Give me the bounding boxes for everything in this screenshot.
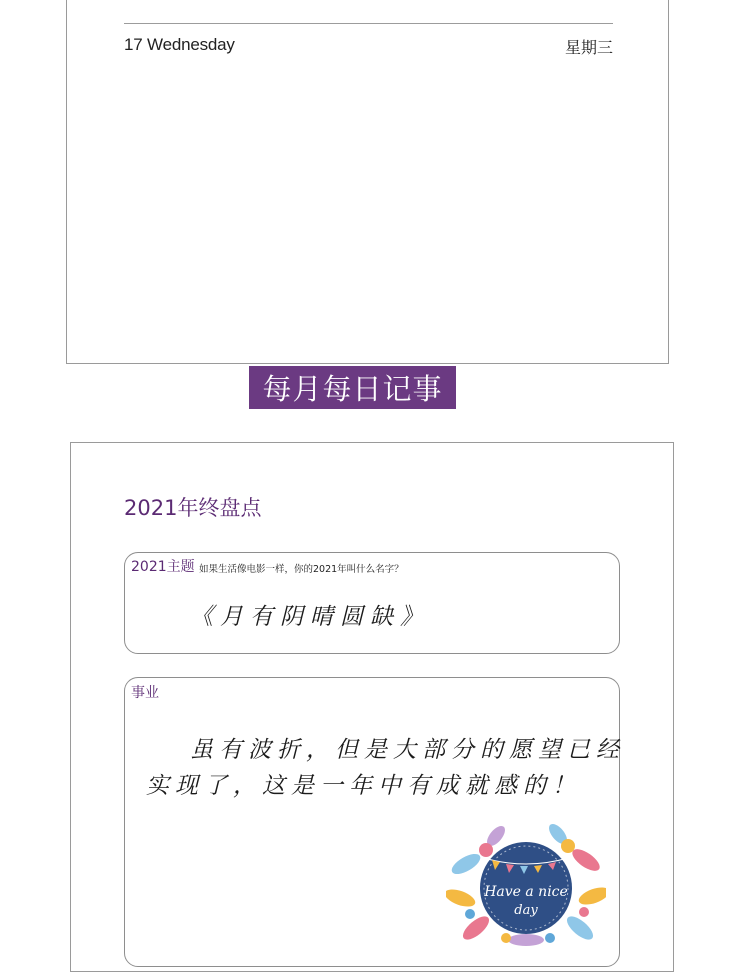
career-answer-line-1: 虽有波折，但是大部分的愿望已经 (190, 737, 625, 763)
career-answer-line-2: 实现了，这是一年中有成就感的！ (146, 773, 581, 799)
career-label: 事业 (131, 685, 159, 701)
year-review-title: 2021年终盘点 (124, 496, 262, 520)
theme-label: 2021主题 (131, 559, 195, 575)
have-a-nice-day-sticker (446, 816, 606, 950)
sticker-text-line-2: day (514, 903, 538, 918)
weekday-label: 星期三 (564, 38, 613, 57)
date-label: 17 Wednesday (124, 35, 235, 54)
sticker-text-line-1: Have a nice (484, 884, 568, 900)
theme-prompt: 如果生活像电影一样，你的2021年叫什么名字？ (199, 564, 404, 575)
header-divider (124, 23, 613, 24)
section-banner: 每月每日记事 (249, 366, 456, 409)
theme-answer: 《月有阴晴圆缺》 (190, 604, 430, 630)
